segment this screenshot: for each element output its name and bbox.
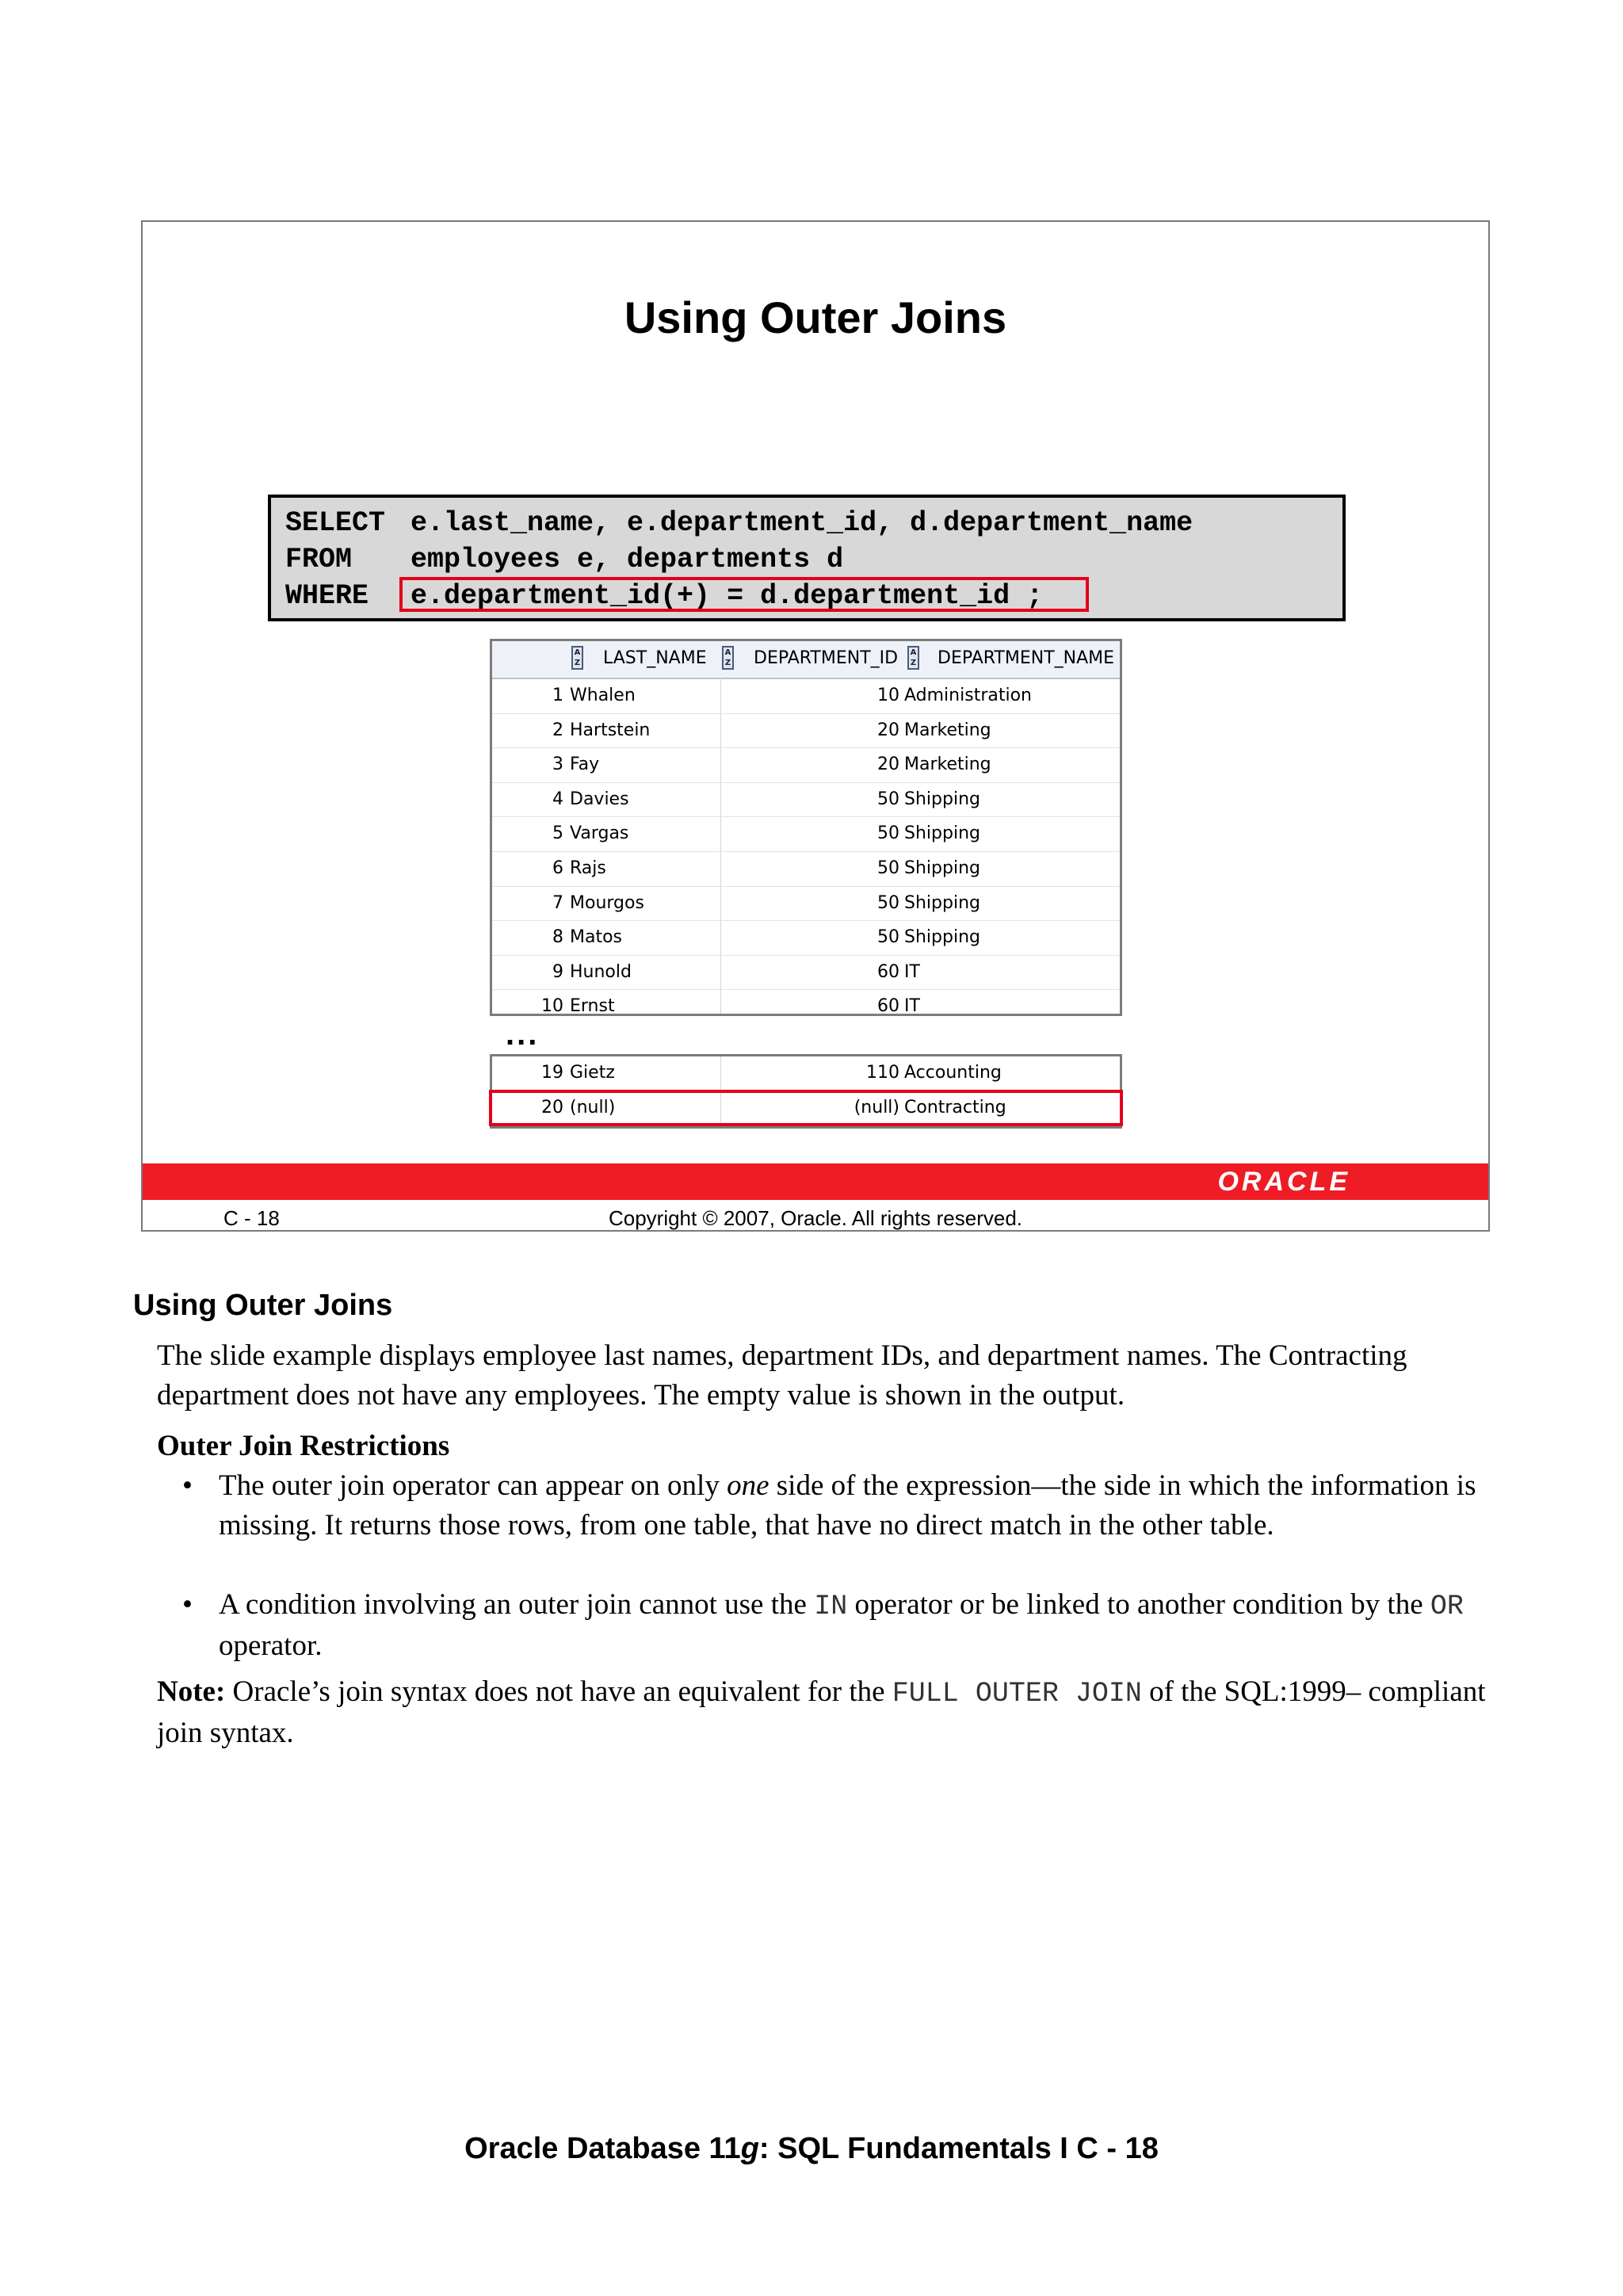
bullet-text: A condition involving an outer join cannot use the	[219, 1588, 815, 1621]
where-condition: e.department_id(+) = d.department_id ;	[411, 580, 1044, 612]
row-number: 19	[541, 1063, 563, 1083]
cell-last-name: Hartstein	[570, 720, 651, 740]
cell-department-name: Shipping	[904, 892, 980, 913]
cell-department-id: 110	[866, 1063, 899, 1083]
sort-icon[interactable]: A Z	[722, 646, 734, 670]
row-number: 5	[552, 823, 563, 844]
cell-last-name: Davies	[570, 789, 629, 809]
cell-last-name: Rajs	[570, 858, 606, 878]
rows-ellipsis: ...	[506, 1017, 540, 1052]
cell-department-id: 10	[877, 686, 899, 705]
cell-department-name: Shipping	[904, 927, 980, 948]
table-row[interactable]	[492, 679, 1120, 714]
table-row[interactable]	[492, 783, 1120, 818]
notes-heading: Using Outer Joins	[133, 1289, 393, 1322]
slide-number: C - 18	[223, 1206, 280, 1230]
sort-icon[interactable]: A Z	[571, 646, 583, 670]
slide-footer-band	[143, 1163, 1488, 1200]
cell-last-name: Fay	[570, 755, 600, 775]
table-row[interactable]	[492, 956, 1120, 991]
cell-department-id: 50	[877, 858, 899, 878]
page-footer	[0, 2132, 1623, 2166]
bullet-item-one-side	[219, 1466, 1518, 1545]
footer-prefix: Oracle Database 11	[464, 2132, 741, 2165]
note-text: Oracle’s join syntax does not have an equivalent for the	[225, 1675, 892, 1708]
results-grid-continued	[490, 1054, 1122, 1129]
keyword-select: SELECT	[285, 507, 386, 539]
cell-department-id: 50	[877, 823, 899, 844]
cell-last-name: Matos	[570, 927, 623, 948]
sql-code-box	[268, 495, 1346, 621]
cell-department-name: IT	[904, 961, 920, 982]
footer-italic: g	[740, 2132, 759, 2165]
from-list: employees e, departments d	[411, 544, 844, 575]
bullet-text: operator.	[219, 1629, 323, 1662]
cell-last-name: Gietz	[570, 1063, 615, 1083]
row-number: 7	[552, 892, 563, 913]
select-list: e.last_name, e.department_id, d.department_name	[411, 507, 1193, 539]
cell-last-name: Mourgos	[570, 892, 644, 913]
grid-header	[492, 641, 1120, 679]
oracle-logo: ORACLE	[1217, 1167, 1350, 1197]
cell-department-name: Shipping	[904, 789, 980, 809]
bullet-item-in-or	[219, 1585, 1518, 1666]
cell-department-id: 50	[877, 892, 899, 913]
cell-last-name: (null)	[570, 1097, 616, 1117]
row-number: 10	[541, 996, 563, 1017]
cell-last-name: Ernst	[570, 996, 615, 1017]
keyword-where: WHERE	[285, 580, 369, 612]
cell-department-id: 20	[877, 755, 899, 775]
row-number: 8	[552, 927, 563, 948]
row-number: 6	[552, 858, 563, 878]
table-row[interactable]	[492, 990, 1120, 1024]
code-in-operator: IN	[814, 1591, 848, 1622]
row-number: 9	[552, 961, 563, 982]
bullet-marker: •	[182, 1469, 193, 1502]
bullet-marker: •	[182, 1588, 193, 1621]
cell-department-id: 60	[877, 996, 899, 1017]
notes-paragraph: The slide example displays employee last names, department IDs, and department names. The Contracting department does not have any employees. The empty value is shown in the output.	[157, 1339, 1407, 1412]
cell-last-name: Hunold	[570, 961, 632, 982]
cell-department-name: Shipping	[904, 823, 980, 844]
cell-department-name: Marketing	[904, 755, 991, 775]
cell-department-id: 60	[877, 961, 899, 982]
row-number: 4	[552, 789, 563, 809]
table-row[interactable]	[492, 852, 1120, 887]
bullet-text: side of the expression—the side in which the information is missing. It returns those rows, from one table, that have no direct match in the other table.	[219, 1469, 1476, 1541]
cell-department-name: Shipping	[904, 858, 980, 878]
cell-department-id: 50	[877, 927, 899, 948]
row-number: 3	[552, 755, 563, 775]
cell-last-name: Vargas	[570, 823, 629, 844]
note-paragraph	[157, 1672, 1520, 1753]
cell-department-name: Marketing	[904, 720, 991, 740]
cell-department-name: Accounting	[904, 1063, 1002, 1083]
cell-department-id: 20	[877, 720, 899, 740]
column-header-department-name[interactable]: DEPARTMENT_NAME	[938, 648, 1115, 668]
bullet-text: operator or be linked to another condition by the	[847, 1588, 1430, 1621]
table-row[interactable]	[492, 1091, 1120, 1125]
row-number: 20	[541, 1097, 563, 1117]
results-grid	[490, 639, 1122, 1016]
table-row[interactable]	[492, 921, 1120, 956]
cell-last-name: Whalen	[570, 686, 636, 705]
table-row[interactable]	[492, 1056, 1120, 1091]
null-row-highlight-box	[489, 1090, 1123, 1126]
code-full-outer-join: FULL OUTER JOIN	[892, 1678, 1142, 1710]
cell-department-name: Administration	[904, 686, 1032, 705]
sort-icon[interactable]: A Z	[907, 646, 919, 670]
cell-department-id: 50	[877, 789, 899, 809]
where-highlight-box	[399, 577, 1089, 612]
table-row[interactable]	[492, 714, 1120, 749]
bullet-text: The outer join operator can appear on only	[219, 1469, 727, 1502]
keyword-from: FROM	[285, 544, 353, 575]
row-number: 1	[552, 686, 563, 705]
table-row[interactable]	[492, 817, 1120, 852]
column-header-department-id[interactable]: DEPARTMENT_ID	[754, 648, 899, 668]
table-row[interactable]	[492, 748, 1120, 783]
restrictions-heading: Outer Join Restrictions	[157, 1430, 450, 1462]
note-text: of the SQL:1999– compliant join syntax.	[157, 1675, 1486, 1749]
row-number: 2	[552, 720, 563, 740]
note-label: Note:	[157, 1675, 226, 1708]
table-row[interactable]	[492, 887, 1120, 922]
slide-copyright: Copyright © 2007, Oracle. All rights reserved.	[608, 1206, 1023, 1230]
cell-department-name: Contracting	[904, 1097, 1006, 1117]
footer-suffix: : SQL Fundamentals I C - 18	[758, 2132, 1159, 2165]
column-header-last-name[interactable]: LAST_NAME	[603, 648, 707, 668]
code-or-operator: OR	[1430, 1591, 1464, 1622]
slide	[141, 220, 1490, 1232]
emphasis-one: one	[727, 1469, 769, 1502]
slide-title: Using Outer Joins	[624, 292, 1007, 342]
cell-department-id: (null)	[854, 1097, 899, 1117]
cell-department-name: IT	[904, 996, 920, 1017]
